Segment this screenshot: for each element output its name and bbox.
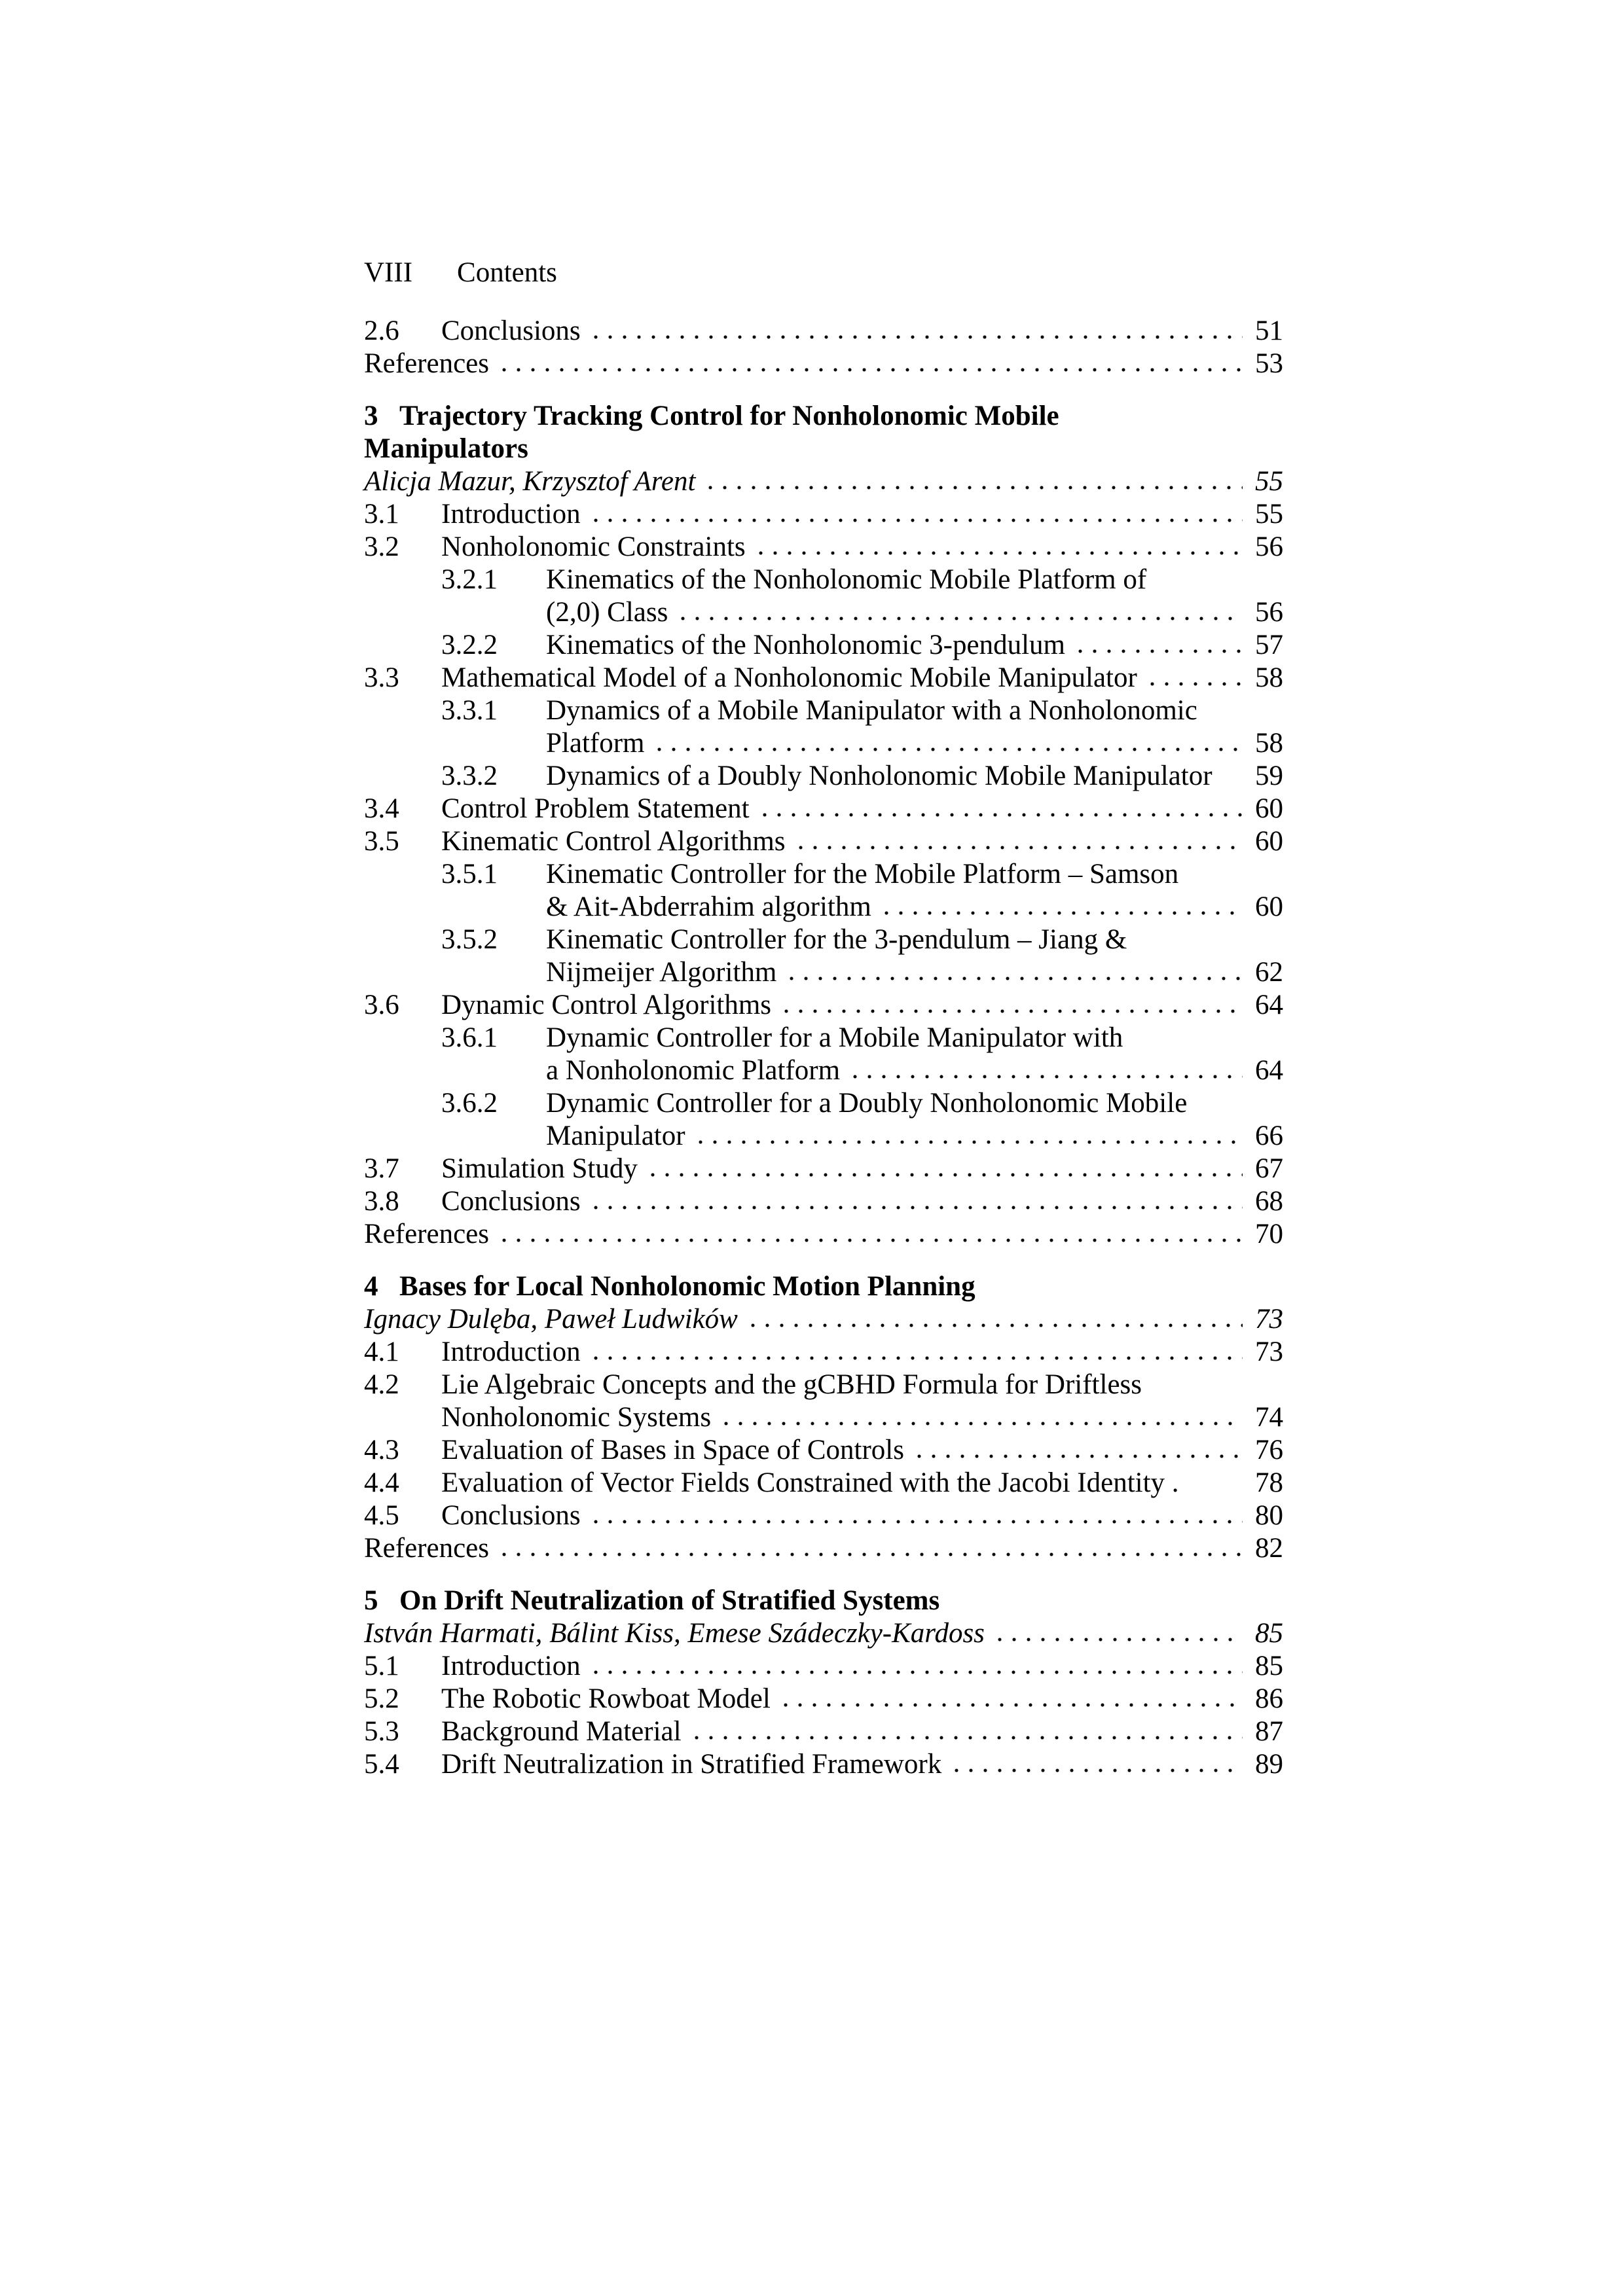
- dot-leader: [784, 976, 1243, 981]
- dot-leader: [912, 1454, 1243, 1459]
- toc-lines: [364, 315, 1283, 1781]
- toc-entry-line: [364, 825, 1283, 858]
- entry-number: 3.3.1: [441, 695, 498, 726]
- leader-spacer: [1187, 1486, 1243, 1492]
- header-title: Contents: [457, 257, 557, 288]
- references-line: [364, 1218, 1283, 1251]
- toc-entry-line: [364, 315, 1283, 348]
- entry-title: Conclusions: [441, 315, 581, 346]
- page-number: 70: [1255, 1219, 1283, 1249]
- page-number: 73: [1255, 1304, 1283, 1335]
- toc-entry-line: [364, 760, 1283, 793]
- toc-entry-line: [364, 694, 1283, 727]
- toc-continuation-line: [364, 1401, 1283, 1434]
- entry-number: 4: [364, 1271, 378, 1302]
- entry-number: 3.6: [364, 990, 399, 1020]
- entry-title: Dynamic Controller for a Mobile Manipulator with: [546, 1022, 1123, 1053]
- page-number: 60: [1255, 826, 1283, 857]
- dot-leader: [497, 1552, 1243, 1557]
- dot-leader: [703, 485, 1243, 490]
- toc-entry-line: [364, 1748, 1283, 1781]
- entry-title: Conclusions: [441, 1186, 581, 1217]
- toc-entry-line: [364, 1467, 1283, 1499]
- entry-number: 3.2: [364, 531, 399, 562]
- page-number: 59: [1255, 761, 1283, 791]
- page-number: 67: [1255, 1153, 1283, 1184]
- page-number: 57: [1255, 630, 1283, 660]
- entry-title: References: [364, 348, 489, 379]
- entry-title: Simulation Study: [441, 1153, 638, 1184]
- dot-leader: [589, 1519, 1243, 1524]
- toc-entry-line: [364, 1153, 1283, 1185]
- entry-title: Nonholonomic Constraints: [441, 531, 746, 562]
- dot-leader: [646, 1172, 1243, 1177]
- entry-number: 3.8: [364, 1186, 399, 1217]
- contents-page: [364, 257, 1283, 1781]
- dot-leader: [689, 1735, 1243, 1740]
- page-number: 60: [1255, 891, 1283, 922]
- dot-leader: [589, 1205, 1243, 1210]
- entry-number: 3.2.2: [441, 630, 498, 660]
- entry-number: 2.6: [364, 315, 399, 346]
- entry-title: Platform: [546, 728, 645, 759]
- entry-number: 5.4: [364, 1749, 399, 1780]
- page-number: 56: [1255, 597, 1283, 628]
- dot-leader: [589, 1670, 1243, 1675]
- page-number: 76: [1255, 1435, 1283, 1465]
- page-number: 85: [1255, 1618, 1283, 1649]
- entry-title: Control Problem Statement: [441, 793, 750, 824]
- entry-number: 3.3.2: [441, 761, 498, 791]
- toc-continuation-line: [364, 596, 1283, 629]
- entry-title: Lie Algebraic Concepts and the gCBHD Formula for Driftless: [441, 1369, 1142, 1400]
- dot-leader: [757, 812, 1243, 817]
- leader-spacer: [1220, 780, 1243, 785]
- chapter-heading-line: [364, 1270, 1283, 1303]
- toc-entry-line: [364, 629, 1283, 662]
- entry-number: 3.7: [364, 1153, 399, 1184]
- chapter-authors-line: [364, 465, 1283, 498]
- references-line: [364, 1532, 1283, 1565]
- entry-title: Nijmeijer Algorithm: [546, 957, 777, 988]
- entry-title: Kinematics of the Nonholonomic Mobile Platform of: [546, 564, 1147, 595]
- page-number: 89: [1255, 1749, 1283, 1780]
- toc-continuation-line: [364, 891, 1283, 924]
- chapter-heading-line: [364, 1585, 1283, 1617]
- entry-title: On Drift Neutralization of Stratified Systems: [399, 1585, 940, 1616]
- entry-title: Dynamic Controller for a Doubly Nonholonomic Mobile: [546, 1088, 1188, 1119]
- entry-number: 5.2: [364, 1683, 399, 1714]
- entry-number: 4.3: [364, 1435, 399, 1465]
- entry-title: Bases for Local Nonholonomic Motion Planning: [399, 1271, 976, 1302]
- entry-title: Drift Neutralization in Stratified Framework: [441, 1749, 942, 1780]
- entry-number: 3.4: [364, 793, 399, 824]
- toc-entry-line: [364, 1022, 1283, 1054]
- dot-leader: [778, 1702, 1243, 1708]
- toc-entry-line: [364, 1434, 1283, 1467]
- dot-leader: [719, 1421, 1243, 1426]
- dot-leader: [754, 550, 1243, 556]
- entry-number: 3.6.1: [441, 1022, 498, 1053]
- entry-title: Manipulators: [364, 433, 528, 464]
- page-number: 58: [1255, 662, 1283, 693]
- toc-entry-line: [364, 1499, 1283, 1532]
- page-number: 82: [1255, 1533, 1283, 1564]
- chapter-heading-line: [364, 400, 1283, 433]
- toc-entry-line: [364, 498, 1283, 531]
- entry-title: Evaluation of Vector Fields Constrained with the Jacobi Identity .: [441, 1467, 1179, 1498]
- entry-number: 5: [364, 1585, 378, 1616]
- dot-leader: [497, 1238, 1243, 1243]
- entry-title: Dynamic Control Algorithms: [441, 990, 772, 1020]
- entry-title: Mathematical Model of a Nonholonomic Mobile Manipulator: [441, 662, 1137, 693]
- toc-entry-line: [364, 531, 1283, 564]
- entry-number: 3.3: [364, 662, 399, 693]
- dot-leader: [676, 616, 1243, 621]
- dot-leader: [746, 1323, 1243, 1328]
- toc-entry-line: [364, 662, 1283, 694]
- entry-number: 3.1: [364, 499, 399, 529]
- page-number: 51: [1255, 315, 1283, 346]
- entry-number: 5.3: [364, 1716, 399, 1747]
- toc-entry-line: [364, 1650, 1283, 1683]
- dot-leader: [779, 1009, 1243, 1014]
- entry-title: Dynamics of a Mobile Manipulator with a Nonholonomic: [546, 695, 1197, 726]
- page-number-label: VIII: [364, 257, 413, 288]
- entry-title: Evaluation of Bases in Space of Controls: [441, 1435, 904, 1465]
- toc-entry-line: [364, 564, 1283, 596]
- entry-number: 5.1: [364, 1651, 399, 1681]
- dot-leader: [793, 845, 1243, 850]
- entry-title: Conclusions: [441, 1500, 581, 1531]
- chapter-authors-line: [364, 1303, 1283, 1336]
- toc-entry-line: [364, 793, 1283, 825]
- page-number: 58: [1255, 728, 1283, 759]
- entry-title: Kinematic Controller for the 3-pendulum – Jiang &: [546, 924, 1127, 955]
- dot-leader: [949, 1768, 1243, 1773]
- toc-continuation-line: [364, 1120, 1283, 1153]
- page-number: 78: [1255, 1467, 1283, 1498]
- toc-entry-line: [364, 1185, 1283, 1218]
- toc-entry-line: [364, 1336, 1283, 1369]
- entry-title: Introduction: [441, 1336, 581, 1367]
- page-number: 60: [1255, 793, 1283, 824]
- page-number: 62: [1255, 957, 1283, 988]
- entry-title: (2,0) Class: [546, 597, 668, 628]
- entry-title: References: [364, 1533, 489, 1564]
- entry-title: Introduction: [441, 499, 581, 529]
- page-number: 73: [1255, 1336, 1283, 1367]
- page-number: 87: [1255, 1716, 1283, 1747]
- toc-entry-line: [364, 989, 1283, 1022]
- chapter-authors-line: [364, 1617, 1283, 1650]
- entry-title: Alicja Mazur, Krzysztof Arent: [364, 466, 696, 497]
- toc-entry-line: [364, 1369, 1283, 1401]
- dot-leader: [879, 910, 1243, 916]
- entry-title: References: [364, 1219, 489, 1249]
- toc-entry-line: [364, 1715, 1283, 1748]
- entry-title: The Robotic Rowboat Model: [441, 1683, 771, 1714]
- entry-title: Introduction: [441, 1651, 581, 1681]
- page-number: 74: [1255, 1402, 1283, 1433]
- dot-leader: [589, 1355, 1243, 1361]
- toc-continuation-line: [364, 956, 1283, 989]
- dot-leader: [497, 367, 1243, 372]
- entry-title: Manipulator: [546, 1121, 685, 1151]
- entry-title: Ignacy Dulęba, Paweł Ludwików: [364, 1304, 738, 1335]
- page-number: 53: [1255, 348, 1283, 379]
- entry-title: Kinematics of the Nonholonomic 3-pendulum: [546, 630, 1065, 660]
- dot-leader: [1145, 681, 1243, 687]
- entry-number: 4.2: [364, 1369, 399, 1400]
- references-line: [364, 348, 1283, 380]
- entry-title: Kinematic Control Algorithms: [441, 826, 786, 857]
- toc-continuation-line: [364, 727, 1283, 760]
- toc-continuation-line: [364, 1054, 1283, 1087]
- page-number: 68: [1255, 1186, 1283, 1217]
- dot-leader: [1073, 649, 1243, 654]
- entry-number: 4.4: [364, 1467, 399, 1498]
- page-number: 80: [1255, 1500, 1283, 1531]
- entry-number: 3.5: [364, 826, 399, 857]
- page-number: 64: [1255, 1055, 1283, 1086]
- toc-entry-line: [364, 858, 1283, 891]
- page-number: 85: [1255, 1651, 1283, 1681]
- page-number: 66: [1255, 1121, 1283, 1151]
- dot-leader: [589, 518, 1243, 523]
- entry-number: 3: [364, 401, 378, 431]
- toc-entry-line: [364, 924, 1283, 956]
- entry-number: 3.5.2: [441, 924, 498, 955]
- toc-entry-line: [364, 1087, 1283, 1120]
- page-number: 64: [1255, 990, 1283, 1020]
- dot-leader: [993, 1637, 1243, 1642]
- dot-leader: [589, 334, 1243, 340]
- entry-title: Trajectory Tracking Control for Nonholonomic Mobile: [399, 401, 1059, 431]
- page-number: 86: [1255, 1683, 1283, 1714]
- entry-title: Kinematic Controller for the Mobile Platform – Samson: [546, 859, 1179, 889]
- dot-leader: [693, 1139, 1243, 1145]
- toc-entry-line: [364, 1683, 1283, 1715]
- page-header: [364, 257, 1283, 289]
- entry-title: Background Material: [441, 1716, 682, 1747]
- page-number: 56: [1255, 531, 1283, 562]
- page-number: 55: [1255, 466, 1283, 497]
- entry-title: a Nonholonomic Platform: [546, 1055, 841, 1086]
- entry-number: 4.5: [364, 1500, 399, 1531]
- entry-number: 3.5.1: [441, 859, 498, 889]
- entry-title: Dynamics of a Doubly Nonholonomic Mobile Manipulator: [546, 761, 1213, 791]
- dot-leader: [848, 1074, 1243, 1079]
- entry-number: 3.6.2: [441, 1088, 498, 1119]
- chapter-heading-line: [364, 433, 1283, 465]
- entry-title: Nonholonomic Systems: [441, 1402, 712, 1433]
- entry-title: István Harmati, Bálint Kiss, Emese Szádeczky-Kardoss: [364, 1618, 985, 1649]
- entry-number: 4.1: [364, 1336, 399, 1367]
- entry-title: & Ait-Abderrahim algorithm: [546, 891, 871, 922]
- dot-leader: [652, 747, 1243, 752]
- entry-number: 3.2.1: [441, 564, 498, 595]
- page-number: 55: [1255, 499, 1283, 529]
